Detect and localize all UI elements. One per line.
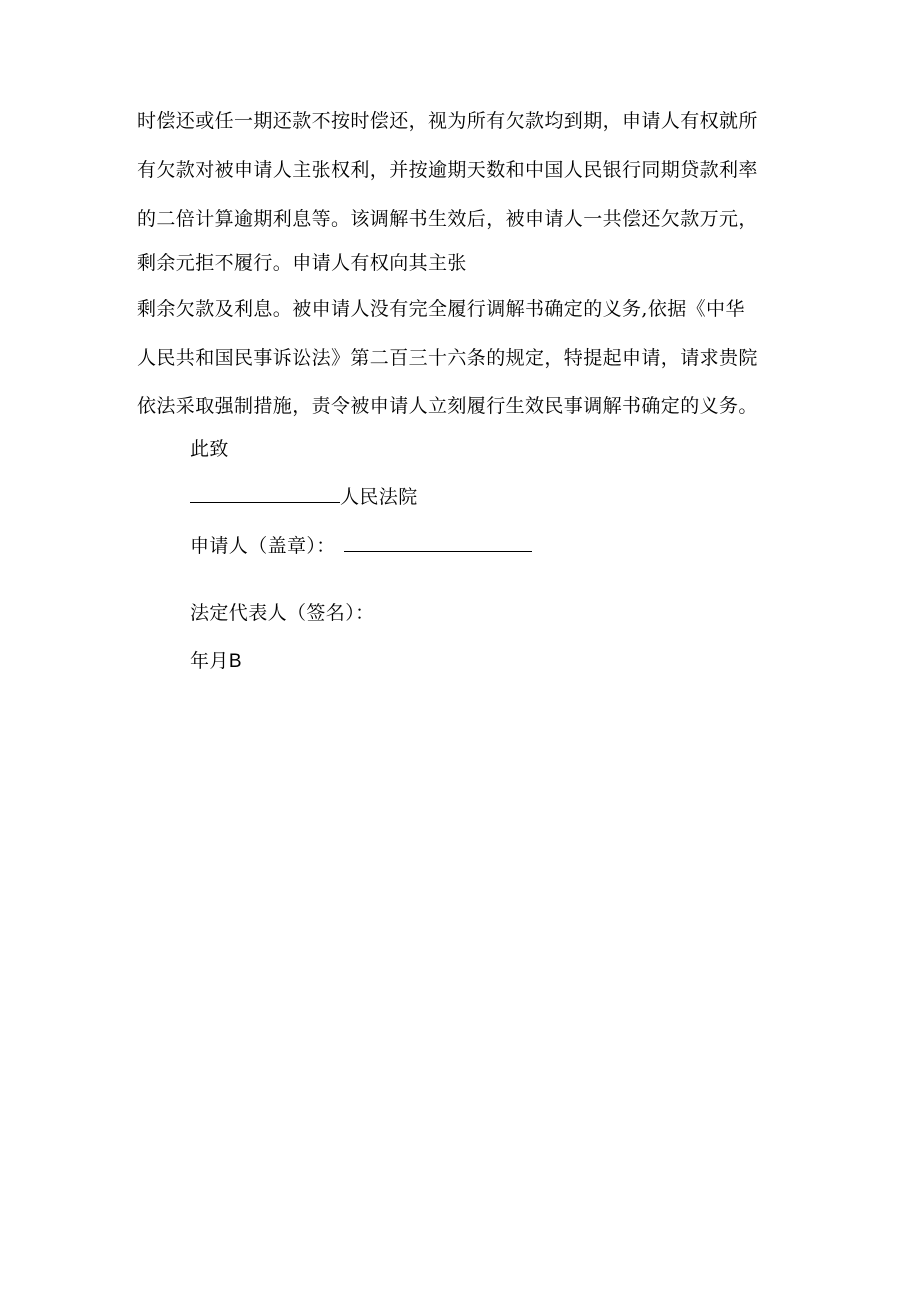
body-line-6: 人民共和国民事诉讼法》第二百三十六条的规定，特提起申请，请求贵院	[137, 347, 758, 369]
applicant-label: 申请人（盖章）：	[190, 535, 336, 557]
court-suffix: 人民法院	[340, 486, 418, 508]
body-line-4: 剩余元拒不履行。申请人有权向其主张	[137, 252, 467, 274]
legal-representative-line: 法定代表人（签名）：	[190, 602, 375, 624]
body-line-7: 依法采取强制措施，责令被申请人立刻履行生效民事调解书确定的义务。	[137, 395, 758, 417]
date-suffix: B	[228, 651, 242, 672]
body-line-2: 有欠款对被申请人主张权利，并按逾期天数和中国人民银行同期贷款利率	[137, 159, 758, 181]
applicant-signature-blank	[344, 533, 532, 552]
court-name-blank	[190, 484, 340, 503]
body-line-5: 剩余欠款及利息。被申请人没有完全履行调解书确定的义务,依据《中华	[137, 298, 745, 320]
court-line	[190, 484, 418, 510]
date-prefix: 年月	[190, 650, 229, 672]
body-line-3: 的二倍计算逾期利息等。该调解书生效后，被申请人一共偿还欠款万元，	[137, 208, 758, 230]
salutation: 此致	[190, 438, 229, 460]
date-line	[190, 648, 242, 675]
body-line-1: 时偿还或任一期还款不按时偿还，视为所有欠款均到期，申请人有权就所	[137, 110, 758, 132]
applicant-line	[190, 533, 532, 559]
